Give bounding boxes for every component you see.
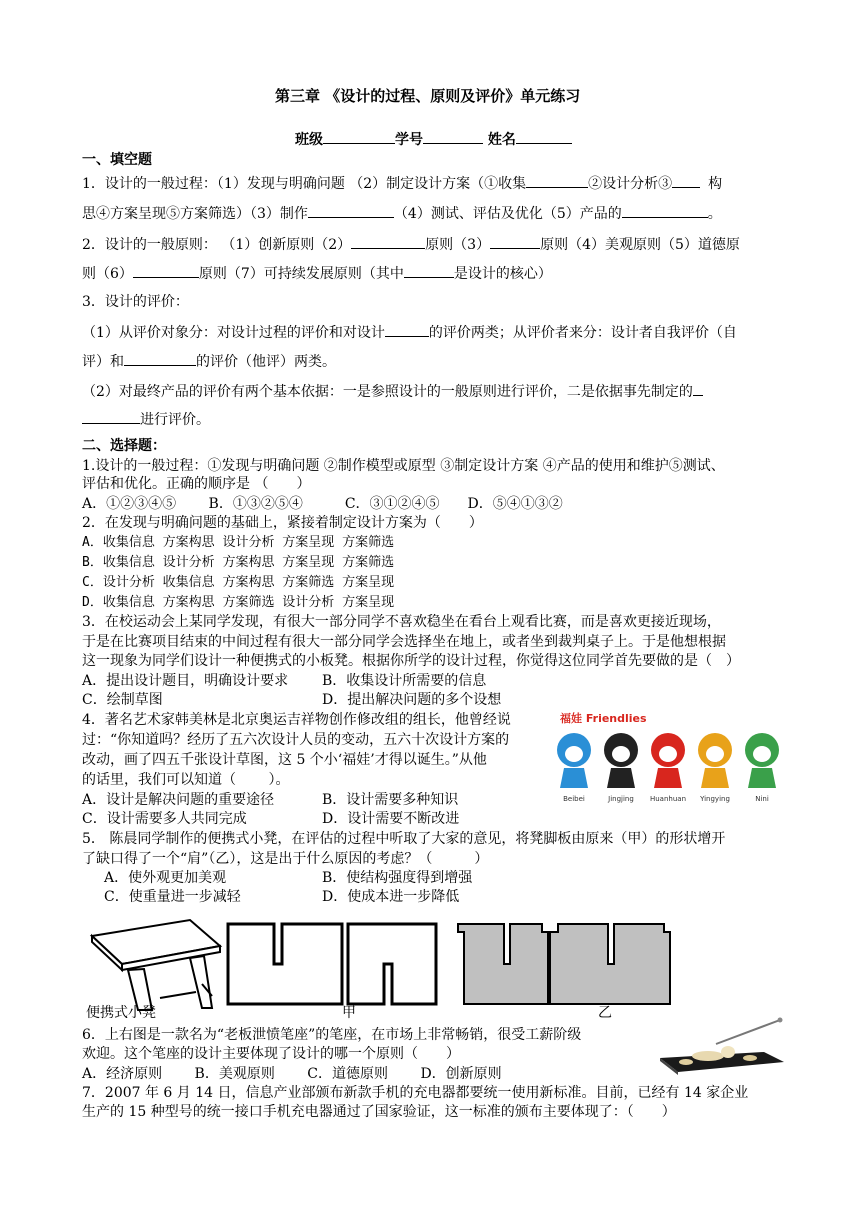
section-heading: 二、选择题： <box>82 438 166 454</box>
mc-6-line-2: 欢迎。这个笔座的设计主要体现了设计的哪一个原则（ ） <box>82 1046 460 1062</box>
blank[interactable] <box>622 202 708 218</box>
mc-2-option-a: A．收集信息 方案构思 设计分析 方案呈现 方案筛选 <box>82 535 395 550</box>
mc-5-option-b: B．使结构强度得到增强 <box>322 870 473 886</box>
pen-holder-image <box>656 1014 788 1076</box>
stool-leg-yi <box>458 924 670 1004</box>
fuwa-name-label: Jingjing <box>608 795 634 803</box>
stool-leg-jia <box>228 924 436 1004</box>
question-2-line-1: 2．设计的一般原则： （1）创新原则（2） 原则（3） 原则（4）美观原则（5）道德原 <box>82 233 740 255</box>
class-label: 班级 <box>295 132 323 148</box>
mc-3-option-d: D．提出解决问题的多个设想 <box>322 692 502 708</box>
mc-5-option-c: C．使重量进一步减轻 <box>104 889 241 905</box>
mc-6-line-1: 6．上右图是一款名为“老板泄愤笔座”的笔座，在市场上非常畅销，很受工薪阶级 <box>82 1027 582 1043</box>
name-label: 姓名 <box>487 132 516 148</box>
question-3-1-line-2: 评）和 的评价（他评）两类。 <box>82 350 336 372</box>
blank[interactable] <box>672 172 700 188</box>
number-field[interactable] <box>423 128 483 144</box>
question-2-line-2: 则（6） 原则（7）可持续发展原则（其中 是设计的核心） <box>82 262 552 284</box>
class-field[interactable] <box>323 128 395 144</box>
section-heading: 一、填空题 <box>82 152 152 168</box>
student-info <box>295 128 572 150</box>
fuwa-mascot <box>604 733 638 803</box>
fuwa-name-label: Beibei <box>563 795 585 803</box>
mc-3-line-1: 3．在校运动会上某同学发现，有很大一部分同学不喜欢稳坐在看台上观看比赛，而是喜欢更接近现场， <box>82 614 721 630</box>
stool-figures <box>80 912 680 1012</box>
fuwa-logo: 福娃 Friendlies <box>560 712 647 725</box>
mc-4-line-3: 改动，画了四五千张设计草图，这 5 个小‘福娃’才得以诞生。”从他 <box>82 752 487 768</box>
mc-2-option-c: C．设计分析 收集信息 方案构思 方案筛选 方案呈现 <box>82 575 395 590</box>
blank[interactable] <box>124 350 196 366</box>
blank[interactable] <box>351 233 425 249</box>
fuwa-mascot <box>745 733 779 803</box>
mc-2-option-b: B．收集信息 设计分析 方案构思 方案呈现 方案筛选 <box>82 555 395 570</box>
fuwa-mascot <box>650 733 686 803</box>
mc-4-option-a: A．设计是解决问题的重要途径 <box>82 792 275 808</box>
number-label: 学号 <box>395 132 423 148</box>
blank[interactable] <box>693 380 703 396</box>
question-3-2-line-1: （2）对最终产品的评价有两个基本依据：一是参照设计的一般原则进行评价，二是依据事先制定的 <box>82 380 703 402</box>
mc-5-line-2: 了缺口得了一个“肩”（乙），这是出于什么原因的考虑？（ ） <box>82 851 489 867</box>
mc-5-line-1: 5． 陈晨同学制作的便携式小凳，在评估的过程中听取了大家的意见，将凳脚板由原来（甲）的形状增开 <box>82 831 726 847</box>
mc-4-line-1: 4．著名艺术家韩美林是北京奥运吉祥物创作修改组的组长，他曾经说 <box>82 712 511 728</box>
figure-label-stool: 便携式小凳 <box>86 1005 156 1021</box>
blank[interactable] <box>385 321 429 337</box>
mc-4-option-b: B．设计需要多种知识 <box>322 792 459 808</box>
mc-3-option-c: C．绘制草图 <box>82 692 163 708</box>
blank[interactable] <box>490 233 540 249</box>
mc-2-stem: 2．在发现与明确问题的基础上，紧接着制定设计方案为（ ） <box>82 515 483 531</box>
fuwa-name-label: Yingying <box>700 795 730 803</box>
mc-2-option-d: D．收集信息 方案构思 方案筛选 设计分析 方案呈现 <box>82 595 395 610</box>
blank[interactable] <box>82 408 140 424</box>
question-1-line-2: 思④方案呈现⑤方案筛选）（3）制作 （4）测试、评估及优化（5）产品的 。 <box>82 202 722 224</box>
mc-7-line-1: 7．2007 年 6 月 14 日，信息产业部颁布新款手机的充电器都要统一使用新标准。目前，已经有 14 家企业 <box>82 1085 749 1101</box>
question-3: 3．设计的评价： <box>82 294 189 310</box>
mc-3-option-b: B．收集设计所需要的信息 <box>322 673 487 689</box>
mc-1-line-2: 评估和优化。正确的顺序是 （ ） <box>82 476 311 492</box>
name-field[interactable] <box>516 128 572 144</box>
mc-1-line-1: 1.设计的一般过程：①发现与明确问题 ②制作模型或原型 ③制定设计方案 ④产品的使用和维护⑤测试、 <box>82 458 725 474</box>
fuwa-mascot <box>698 733 732 803</box>
fuwa-name-label: Nini <box>755 795 769 803</box>
mc-3-line-2: 于是在比赛项目结束的中间过程有很大一部分同学会选择坐在地上，或者坐到裁判桌子上。于是他想根据 <box>82 634 726 650</box>
mc-1-options: A．①②③④⑤ B．①③②⑤④ C．③①②④⑤ D．⑤④①③② <box>82 496 563 512</box>
blank[interactable] <box>404 262 454 278</box>
blank[interactable] <box>526 172 588 188</box>
fuwa-mascots-image <box>550 708 786 806</box>
blank[interactable] <box>308 202 394 218</box>
fuwa-drawing <box>550 708 786 806</box>
question-3-1-line-1: （1）从评价对象分：对设计过程的评价和对设计 的评价两类；从评价者来分：设计者自我评价（自 <box>82 321 737 343</box>
mc-6-options: A．经济原则 B．美观原则 C．道德原则 D．创新原则 <box>82 1066 502 1082</box>
fuwa-name-label: Huanhuan <box>649 795 687 803</box>
mc-3-line-3: 这一现象为同学们设计一种便携式的小板凳。根据你所学的设计过程，你觉得这位同学首先要做的是（ ） <box>82 653 740 669</box>
mc-3-option-a: A．提出设计题目，明确设计要求 <box>82 673 289 689</box>
mc-4-line-4: 的话里，我们可以知道（ ）。 <box>82 772 290 788</box>
question-3-2-line-2: 进行评价。 <box>82 408 210 430</box>
figure-label-yi: 乙 <box>598 1005 612 1021</box>
mc-4-line-2: 过：“你知道吗？经历了五六次设计人员的变动，五六十次设计方案的 <box>82 732 510 748</box>
portable-stool-drawing <box>92 920 220 1010</box>
mc-4-option-c: C．设计需要多人共同完成 <box>82 811 247 827</box>
mc-5-option-a: A．使外观更加美观 <box>104 870 227 886</box>
mc-4-option-d: D．设计需要不断改进 <box>322 811 460 827</box>
blank[interactable] <box>133 262 199 278</box>
question-1-line-1: 1．设计的一般过程：（1）发现与明确问题 （2）制定设计方案（①收集 ②设计分析③ 构 <box>82 172 722 194</box>
mc-7-line-2: 生产的 15 种型号的统一接口手机充电器通过了国家验证，这一标准的颁布主要体现了：（ ） <box>82 1104 676 1120</box>
page-title: 第三章 《设计的过程、原则及评价》单元练习 <box>275 87 581 105</box>
mc-5-option-d: D．使成本进一步降低 <box>322 889 460 905</box>
figure-label-jia: 甲 <box>342 1005 356 1021</box>
fuwa-mascot <box>557 733 591 803</box>
